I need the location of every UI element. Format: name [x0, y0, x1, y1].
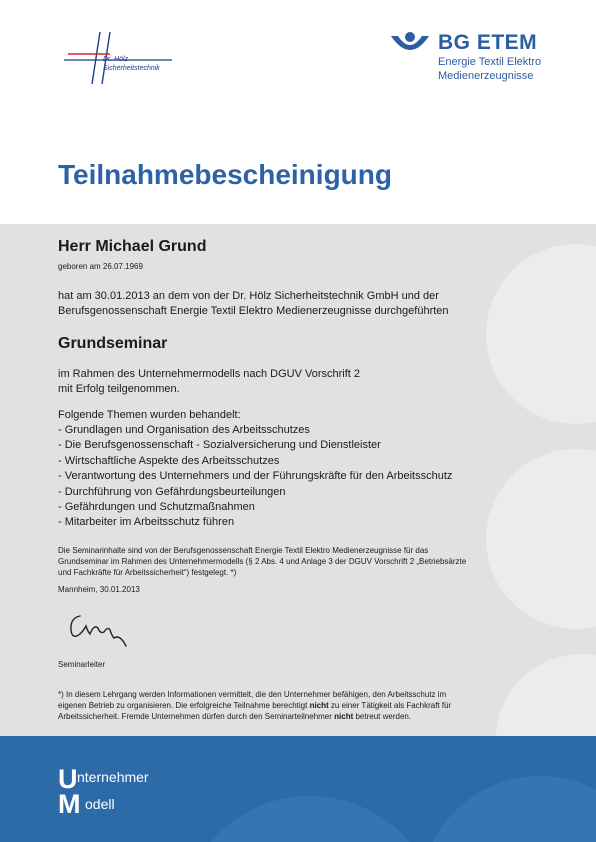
- footnote-text: eigenen Betrieb zu organisieren. Die erfolgreiche Teilnahme berechtigt: [58, 700, 310, 710]
- logo-letter-u: U: [58, 764, 78, 794]
- bg-etem-subtitle-1: Energie Textil Elektro: [438, 56, 542, 68]
- list-item: - Mitarbeiter im Arbeitsschutz führen: [58, 516, 235, 529]
- logo-word-top: nternehmer: [77, 769, 149, 785]
- footnote-emphasis: nicht: [309, 700, 329, 710]
- certificate-title: Teilnahmebescheinigung: [58, 159, 392, 190]
- bg-etem-name: BG ETEM: [438, 31, 538, 54]
- list-item: - Verantwortung des Unternehmers und der Führungskräfte für den Arbeitsschutz: [58, 470, 453, 483]
- bg-etem-subtitle-2: Medienerzeugnisse: [438, 70, 534, 82]
- footnote-emphasis: nicht: [334, 711, 354, 721]
- list-item: - Die Berufsgenossenschaft - Sozialversicherung und Dienstleister: [58, 439, 381, 452]
- footer-band: [0, 736, 596, 842]
- frame-line: im Rahmen des Unternehmermodells nach DGUV Vorschrift 2: [58, 368, 361, 380]
- decorative-circle: [180, 796, 440, 842]
- decorative-circle: [486, 244, 596, 424]
- certificate-body: [0, 224, 596, 736]
- footnote: [58, 690, 451, 722]
- list-item: - Gefährdungen und Schutzmaßnahmen: [58, 501, 255, 514]
- legal-note: [58, 546, 466, 578]
- decorative-circle: [496, 654, 596, 736]
- intro-text: [58, 289, 449, 319]
- footnote-text: Arbeitssicherheit. Fremde Unternehmen dürfen durch den Seminarteilnehmer: [58, 711, 335, 721]
- signer-role: Seminarleiter: [58, 660, 106, 669]
- seminar-title: Grundseminar: [58, 335, 168, 352]
- bg-etem-logo-icon: [389, 30, 431, 58]
- place-date: Mannheim, 30.01.2013: [58, 585, 140, 594]
- participant-name: Herr Michael Grund: [58, 238, 207, 255]
- footnote-text: zu einer Tätigkeit als Fachkraft für: [328, 700, 452, 710]
- intro-line: hat am 30.01.2013 an dem von der Dr. Hölz Sicherheitstechnik GmbH und der: [58, 290, 439, 302]
- logo-word-bottom: odell: [85, 796, 115, 812]
- themes-heading: Folgende Themen wurden behandelt:: [58, 409, 241, 421]
- logo-letter-m: M: [58, 789, 81, 819]
- legal-line: und Fachkräfte für Arbeitssicherheit“) festgelegt. *): [58, 567, 237, 577]
- list-item: - Durchführung von Gefährdungsbeurteilungen: [58, 485, 286, 498]
- legal-line: Die Seminarinhalte sind von der Berufsgenossenschaft Energie Textil Elektro Medienerzeugnisse für das: [58, 546, 429, 555]
- footnote-line: *) In diesem Lehrgang werden Informationen vermittelt, die den Unternehmer befähigen, den Arbeitsschutz im: [58, 690, 447, 699]
- footnote-line: [58, 712, 451, 723]
- partner-logo-line2: Sicherheitstechnik: [103, 65, 160, 72]
- footnote-text: betreut werden.: [353, 711, 412, 721]
- list-item: - Grundlagen und Organisation des Arbeitsschutzes: [58, 424, 310, 436]
- legal-line: Grundseminar im Rahmen des Unternehmermodells (§ 2 Abs. 4 und Anlage 3 der DGUV Vorschrift 2 „Betriebsärzte: [58, 556, 467, 566]
- partner-logo-line1: Dr. Hölz: [103, 56, 129, 63]
- decorative-circle: [420, 776, 596, 842]
- signature-icon: [66, 610, 136, 650]
- list-item: - Wirtschaftliche Aspekte des Arbeitsschutzes: [58, 454, 280, 467]
- decorative-circle: [486, 449, 596, 629]
- footnote-line: [58, 701, 451, 712]
- frame-line: mit Erfolg teilgenommen.: [58, 383, 180, 395]
- intro-line: Berufsgenossenschaft Energie Textil Elektro Medienerzeugnisse durchgeführten: [58, 305, 449, 317]
- seminar-frame-text: [58, 367, 360, 397]
- themes-list: [58, 423, 452, 531]
- participant-birthdate: geboren am 26.07.1969: [58, 262, 143, 271]
